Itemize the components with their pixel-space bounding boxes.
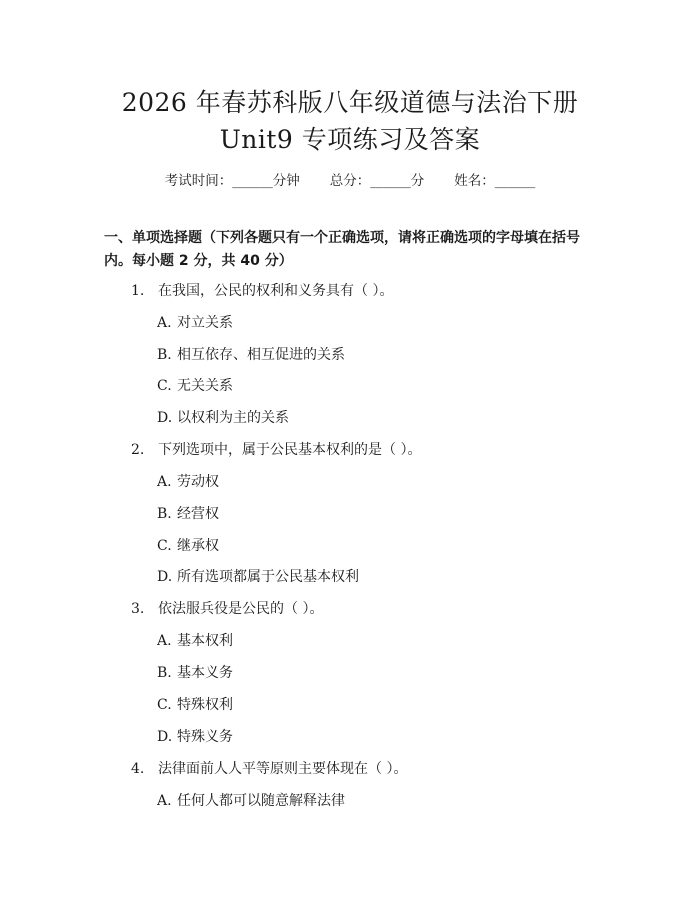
option-4a: [157, 791, 345, 811]
section-heading: 一、单项选择题（下列各题只有一个正确选项，请将正确选项的字母填在括号内。每小题 2 分，共 40 分）: [104, 230, 580, 269]
question-text: 在我国，公民的权利和义务具有（ ）。: [158, 283, 394, 299]
option-label: D.: [157, 569, 173, 585]
option-1b: [157, 345, 345, 365]
option-2a: [157, 472, 219, 492]
option-label: B.: [157, 347, 172, 363]
option-3c: [157, 695, 233, 715]
total-score-field: 总分：______分: [329, 173, 425, 189]
question-4: [131, 759, 407, 779]
option-label: A.: [157, 633, 172, 649]
option-1a: [157, 313, 233, 333]
option-3b: [157, 663, 233, 683]
question-number: 3.: [131, 601, 145, 617]
student-name-field: 姓名：______: [454, 173, 536, 189]
question-1: [131, 281, 393, 301]
question-3: [131, 599, 323, 619]
option-2c: [157, 536, 219, 556]
page-title-line-2: Unit9 专项练习及答案: [219, 125, 481, 154]
question-number: 2.: [131, 442, 145, 458]
option-text: 基本权利: [177, 633, 233, 649]
option-label: C.: [157, 697, 172, 713]
option-text: 基本义务: [177, 665, 233, 681]
question-number: 4.: [131, 761, 145, 777]
option-1c: [157, 376, 233, 396]
option-text: 相互依存、相互促进的关系: [177, 347, 345, 363]
option-label: B.: [157, 665, 172, 681]
option-label: A.: [157, 793, 172, 809]
option-label: D.: [157, 410, 173, 426]
option-label: A.: [157, 474, 172, 490]
option-text: 特殊权利: [177, 697, 233, 713]
option-3a: [157, 631, 233, 651]
option-text: 劳动权: [177, 474, 219, 490]
option-3d: [157, 727, 233, 747]
exam-meta: [0, 169, 700, 189]
option-text: 以权利为主的关系: [177, 410, 289, 426]
option-text: 任何人都可以随意解释法律: [177, 793, 345, 809]
exam-time-field: 考试时间：______分钟: [164, 173, 300, 189]
option-label: C.: [157, 378, 172, 394]
option-text: 所有选项都属于公民基本权利: [177, 569, 359, 585]
option-2d: [157, 567, 359, 587]
option-text: 经营权: [177, 506, 219, 522]
option-label: D.: [157, 729, 173, 745]
question-number: 1.: [131, 283, 145, 299]
option-text: 特殊义务: [177, 729, 233, 745]
option-text: 继承权: [177, 538, 219, 554]
option-label: B.: [157, 506, 172, 522]
question-text: 依法服兵役是公民的（ ）。: [158, 601, 324, 617]
question-2: [131, 440, 421, 460]
option-text: 对立关系: [177, 315, 233, 331]
question-text: 法律面前人人平等原则主要体现在（ ）。: [158, 761, 408, 777]
option-2b: [157, 504, 219, 524]
option-label: A.: [157, 315, 172, 331]
option-1d: [157, 408, 289, 428]
option-text: 无关关系: [177, 378, 233, 394]
question-text: 下列选项中，属于公民基本权利的是（ ）。: [158, 442, 422, 458]
page-title-line-1: 2026 年春苏科版八年级道德与法治下册: [121, 88, 579, 117]
option-label: C.: [157, 538, 172, 554]
